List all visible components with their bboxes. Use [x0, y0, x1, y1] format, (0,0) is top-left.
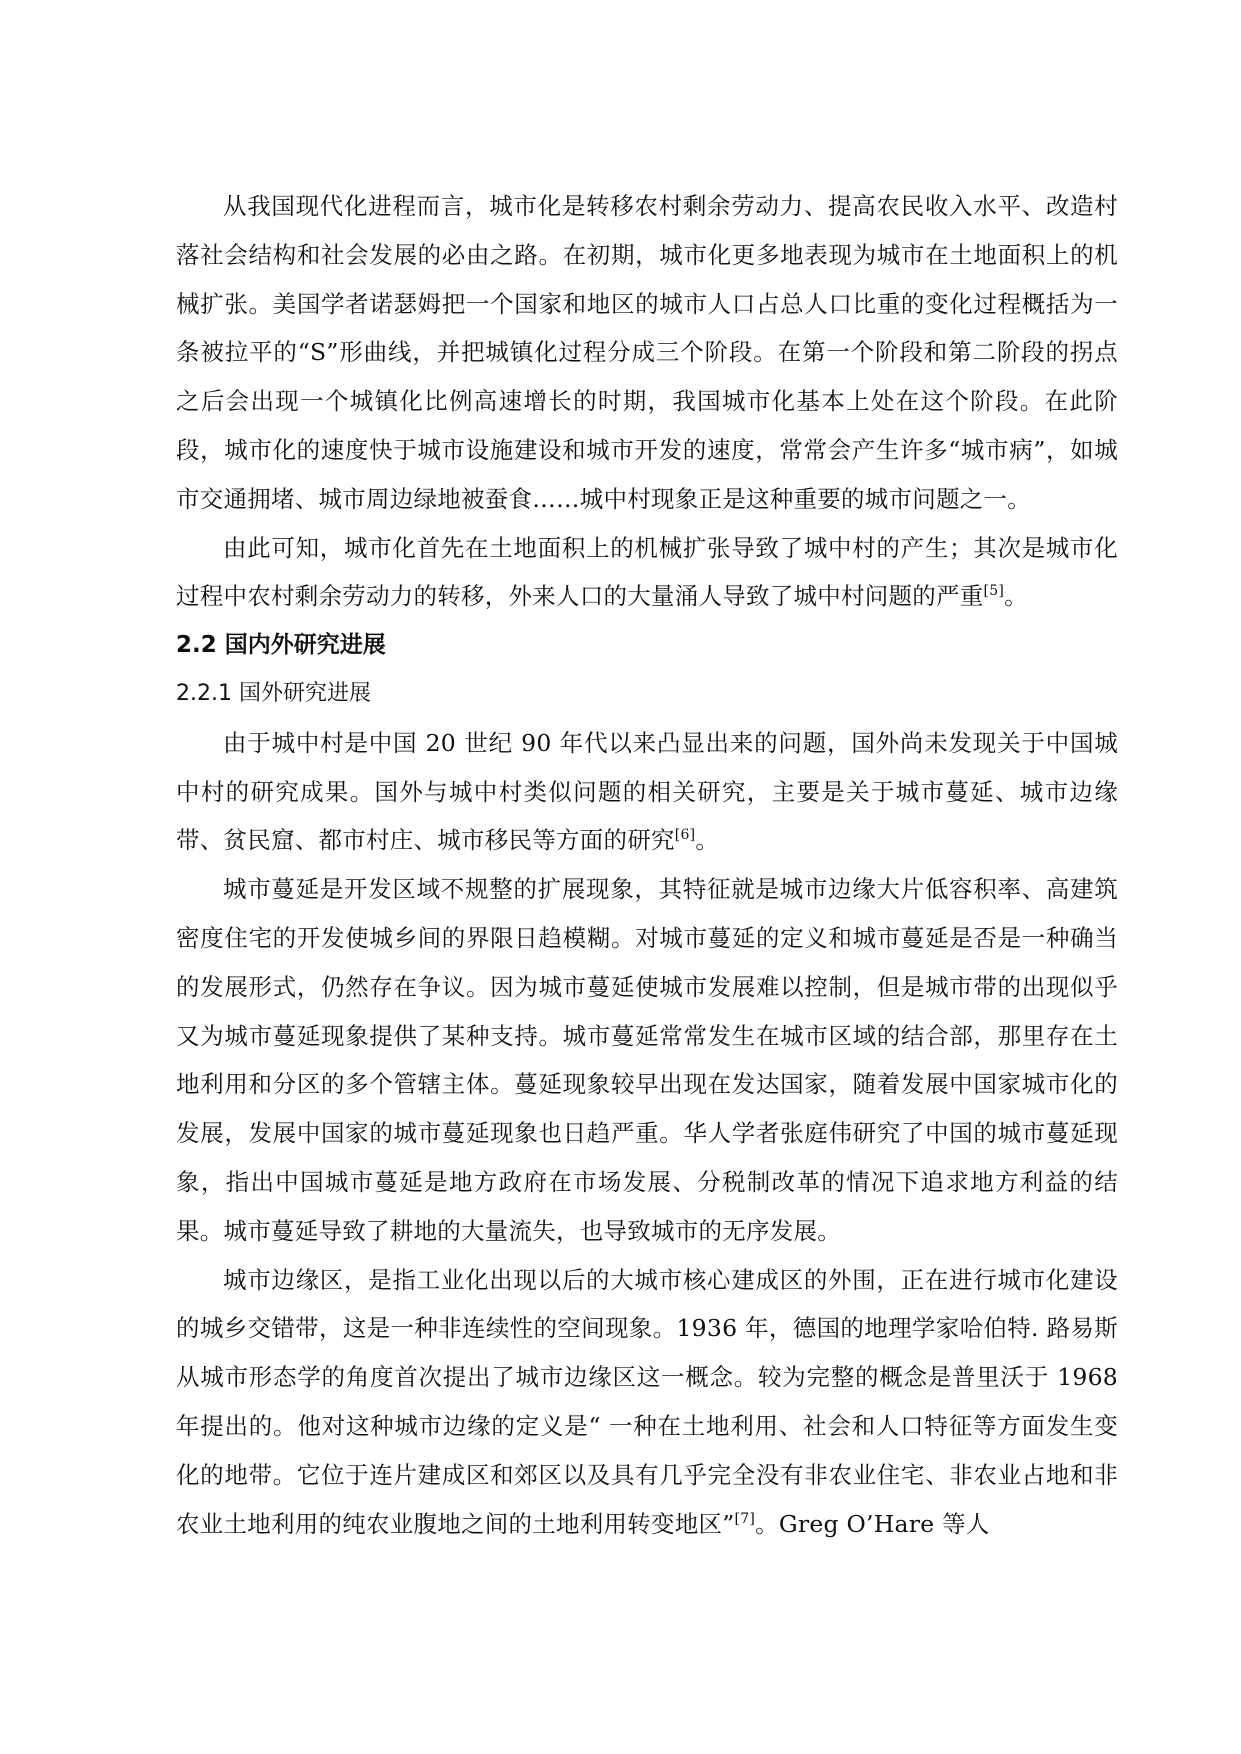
paragraph-tail: 。 [1004, 582, 1028, 611]
paragraph-tail: 。 [695, 826, 720, 855]
body-paragraph [176, 719, 1118, 865]
body-paragraph [176, 865, 1118, 1255]
body-paragraph [176, 182, 1118, 524]
paragraph-text: 城市蔓延是开发区域不规整的扩展现象，其特征就是城市边缘大片低容积率、高建筑密度住宅的开发使城乡间的界限日趋模糊。对城市蔓延的定义和城市蔓延是否是一种确当的发展形式，仍然存在争议。因为城市蔓延使城市发展难以控制，但是城市带的出现似乎又为城市蔓延现象提供了某种支持。城市蔓延常常发生在城市区域的结合部，那里存在土地利用和分区的多个管辖主体。蔓延现象较早出现在发达国家，随着发展中国家城市化的发展，发展中国家的城市蔓延现象也日趋严重。华人学者张庭伟研究了中国的城市蔓延现象，指出中国城市蔓延是地方政府在市场发展、分税制改革的情况下追求地方利益的结果。城市蔓延导致了耕地的大量流失，也导致城市的无序发展。 [176, 875, 1118, 1245]
body-paragraph [176, 1256, 1118, 1549]
citation-ref: [6] [674, 827, 696, 844]
paragraph-text: 城市边缘区，是指工业化出现以后的大城市核心建成区的外围，正在进行城市化建设的城乡交错带，这是一种非连续性的空间现象。1936 年，德国的地理学家哈伯特. 路易斯从城市形态学的角度首次提出了城市边缘区这一概念。较为完整的概念是普里沃于 1968 年提出的。他对这种城市边缘的定义是“ 一种在土地利用、社会和人口特征等方面发生变化的地带。它位于连片建成区和郊区以及具有几乎完全没有非农业住宅、非农业占地和非农业土地利用的纯农业腹地之间的土地利用转变地区” [176, 1265, 1118, 1538]
citation-ref: [7] [734, 1510, 756, 1527]
body-paragraph [176, 524, 1118, 622]
document-page [176, 182, 1118, 1548]
subsection-heading: 2.2.1 国外研究进展 [176, 680, 371, 706]
citation-ref: [5] [983, 583, 1005, 600]
section-heading: 2.2 国内外研究进展 [176, 632, 386, 659]
paragraph-tail: 。Greg O’Hare 等人 [755, 1509, 990, 1538]
paragraph-text: 由于城中村是中国 20 世纪 90 年代以来凸显出来的问题，国外尚未发现关于中国城中村的研究成果。国外与城中村类似问题的相关研究，主要是关于城市蔓延、城市边缘带、贫民窟、都市村庄、城市移民等方面的研究 [176, 728, 1118, 855]
paragraph-text: 从我国现代化进程而言，城市化是转移农村剩余劳动力、提高农民收入水平、改造村落社会结构和社会发展的必由之路。在初期，城市化更多地表现为城市在土地面积上的机械扩张。美国学者诺瑟姆把一个国家和地区的城市人口占总人口比重的变化过程概括为一条被拉平的“S”形曲线，并把城镇化过程分成三个阶段。在第一个阶段和第二阶段的拐点之后会出现一个城镇化比例高速增长的时期，我国城市化基本上处在这个阶段。在此阶段，城市化的速度快于城市设施建设和城市开发的速度，常常会产生许多“城市病”，如城市交通拥堵、城市周边绿地被蚕食……城中村现象正是这种重要的城市问题之一。 [176, 192, 1118, 513]
paragraph-text: 由此可知，城市化首先在土地面积上的机械扩张导致了城中村的产生；其次是城市化过程中农村剩余劳动力的转移，外来人口的大量涌人导致了城中村问题的严重 [176, 533, 1118, 611]
